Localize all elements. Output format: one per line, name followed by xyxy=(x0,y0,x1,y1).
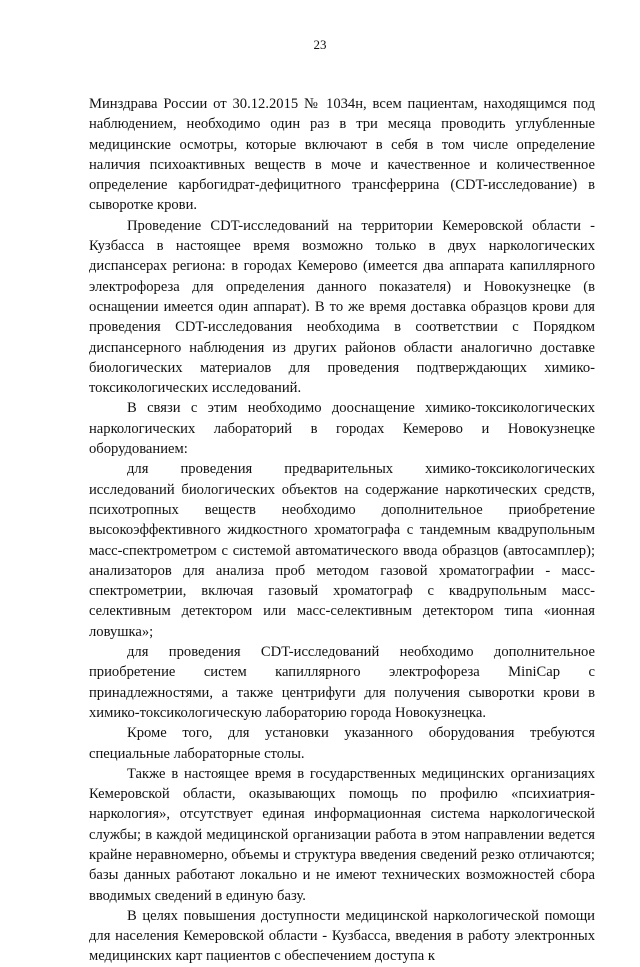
page-number: 23 xyxy=(313,37,327,52)
paragraph-8: В целях повышения доступности медицинской наркологической помощи для населения Кемеровской области - Кузбасса, введения в работу электронных медицинских карт пациентов с обеспечением доступа к xyxy=(89,907,595,965)
paragraph-2: Проведение CDT-исследований на территории Кемеровской области - Кузбасса в настоящее время возможно только в двух наркологических диспансерах региона: в городах Кемерово (имеется два аппарата капиллярного электрофореза для определения данного показателя) и Новокузнецке (в оснащении имеется один аппарат). В то же время доставка образцов крови для проведения CDT-исследования необходима в соответствии с Порядком диспансерного наблюдения из других районов области аналогично доставке биологических материалов для проведения подтверждающих химико-токсикологических исследований. xyxy=(89,217,595,397)
body-text xyxy=(89,94,595,967)
paragraph-3: В связи с этим необходимо дооснащение химико-токсикологических наркологических лабораторий в городах Кемерово и Новокузнецке оборудованием: xyxy=(89,400,595,458)
paragraph-6: Кроме того, для установки указанного оборудования требуются специальные лабораторные столы. xyxy=(89,725,595,762)
paragraph-7: Также в настоящее время в государственных медицинских организациях Кемеровской области, оказывающих помощь по профилю «психиатрия-наркология», отсутствует единая информационная система наркологической службы; в каждой медицинской организации работа в этом направлении ведется крайне неравномерно, объемы и структура введения сведений резко отличаются; базы данных работают локально и не имеют технических возможностей сбора вводимых сведений в единую базу. xyxy=(89,765,595,904)
paragraph-5: для проведения CDT-исследований необходимо дополнительное приобретение систем капиллярного электрофореза MiniCap с принадлежностями, а также центрифуги для получения сыворотки крови в химико-токсикологическую лабораторию города Новокузнецка. xyxy=(89,644,595,721)
paragraph-1: Минздрава России от 30.12.2015 № 1034н, всем пациентам, находящимся под наблюдением, необходимо один раз в три месяца проводить углубленные медицинские осмотры, которые включают в себя в том числе определение наличия психоактивных веществ в моче и качественное и количественное определение карбогидрат-дефицитного трансферрина (CDT-исследование) в сыворотке крови. xyxy=(89,96,595,214)
paragraph-4: для проведения предварительных химико-токсикологических исследований биологических объектов на содержание наркотических средств, психотропных веществ необходимо дополнительное приобретение высокоэффективного жидкостного хроматографа с тандемным квадрупольным масс-спектрометром с системой автоматического ввода образцов (автосамплер); анализаторов для анализа проб методом газовой хроматографии - масс-спектрометрии, включая газовый хроматограф с квадрупольным масс-селективным детектором или масс-селективным детектором типа «ионная ловушка»; xyxy=(89,461,595,640)
